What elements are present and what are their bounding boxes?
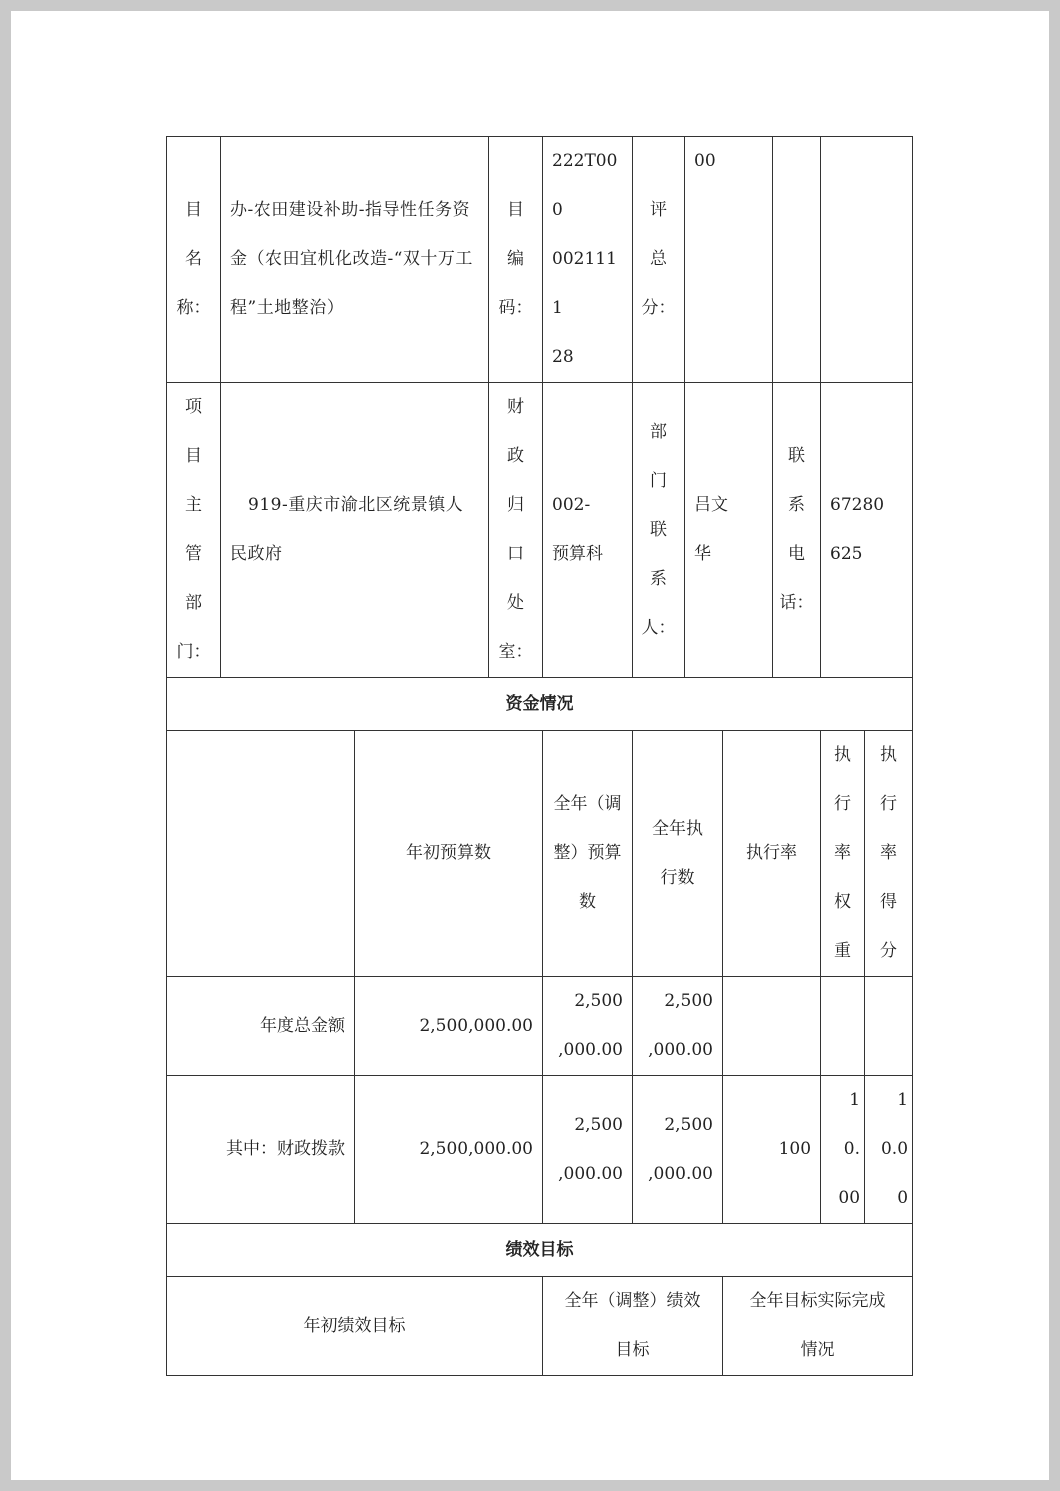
project-dept-row <box>167 383 913 678</box>
funds-section-row <box>167 678 913 731</box>
row-adjusted-budget: 2,500 ,000.00 <box>543 1076 633 1224</box>
funds-section-title: 资金情况 <box>167 678 913 731</box>
funds-row-total <box>167 977 913 1076</box>
document-page <box>11 11 1049 1480</box>
performance-header-row <box>167 1277 913 1376</box>
actual-completion-header: 全年目标实际完成 情况 <box>723 1277 913 1376</box>
row-initial-budget: 2,500,000.00 <box>355 1076 543 1224</box>
row-adjusted-budget: 2,500 ,000.00 <box>543 977 633 1076</box>
project-code-value: 222T000 0021111 28 <box>543 137 633 383</box>
contact-label: 部 门 联 系 人： <box>633 383 685 678</box>
phone-value: 67280 625 <box>821 383 913 678</box>
total-score-label: 评 总 分： <box>633 137 685 383</box>
project-name-value: 办-农田建设补助-指导性任务资金（农田宜机化改造-“双十万工程”土地整治） <box>221 137 489 383</box>
funds-header-blank <box>167 731 355 977</box>
dept-label: 项 目 主 管 部 门： <box>167 383 221 678</box>
header-adjusted-budget: 全年（调 整）预算 数 <box>543 731 633 977</box>
row-executed: 2,500 ,000.00 <box>633 977 723 1076</box>
phone-label: 联 系 电 话： <box>773 383 821 678</box>
row-executed: 2,500 ,000.00 <box>633 1076 723 1224</box>
row-initial-budget: 2,500,000.00 <box>355 977 543 1076</box>
empty-cell <box>821 137 913 383</box>
total-score-value: 00 <box>685 137 773 383</box>
performance-section-row <box>167 1224 913 1277</box>
project-code-label: 目 编 码： <box>489 137 543 383</box>
adjusted-goal-header: 全年（调整）绩效 目标 <box>543 1277 723 1376</box>
contact-value: 吕文 华 <box>685 383 773 678</box>
header-exec-rate: 执行率 <box>723 731 821 977</box>
project-performance-table <box>166 136 913 1376</box>
row-label: 年度总金额 <box>167 977 355 1076</box>
dept-value: 919-重庆市渝北区统景镇人民政府 <box>221 383 489 678</box>
row-exec-rate: 100 <box>723 1076 821 1224</box>
office-label: 财 政 归 口 处 室： <box>489 383 543 678</box>
row-rate-weight <box>821 977 865 1076</box>
performance-section-title: 绩效目标 <box>167 1224 913 1277</box>
header-rate-score: 执 行 率 得 分 <box>865 731 913 977</box>
empty-cell <box>773 137 821 383</box>
initial-goal-header: 年初绩效目标 <box>167 1277 543 1376</box>
row-exec-rate <box>723 977 821 1076</box>
funds-header-row <box>167 731 913 977</box>
office-value: 002- 预算科 <box>543 383 633 678</box>
header-executed: 全年执 行数 <box>633 731 723 977</box>
project-name-row <box>167 137 913 383</box>
header-rate-weight: 执 行 率 权 重 <box>821 731 865 977</box>
row-rate-score: 1 0.0 0 <box>865 1076 913 1224</box>
row-rate-weight: 1 0. 00 <box>821 1076 865 1224</box>
row-rate-score <box>865 977 913 1076</box>
project-name-label: 目 名 称： <box>167 137 221 383</box>
row-label: 其中：财政拨款 <box>167 1076 355 1224</box>
funds-row-fiscal <box>167 1076 913 1224</box>
header-initial-budget: 年初预算数 <box>355 731 543 977</box>
